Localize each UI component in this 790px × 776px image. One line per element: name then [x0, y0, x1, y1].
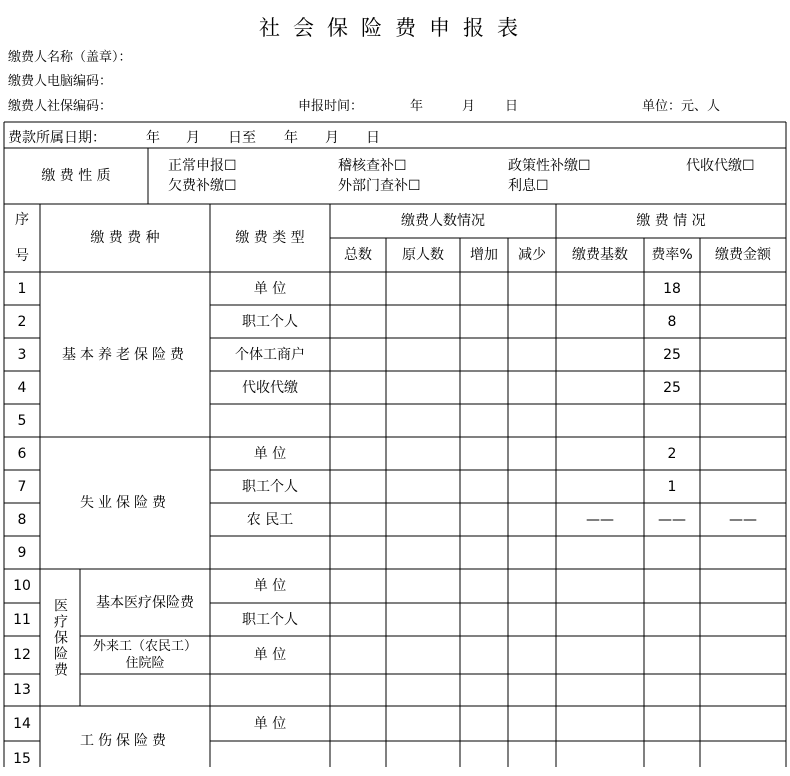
category-unemployment: 失业保险费: [80, 495, 170, 511]
row-rate: 8: [667, 313, 677, 330]
row-rate: [644, 741, 700, 776]
row-pay-type: [210, 536, 330, 569]
period-day-2: 日: [366, 130, 380, 146]
original-header: 原人数: [402, 247, 444, 263]
seq-header-top: 序: [15, 212, 29, 228]
row-number: 6: [17, 445, 27, 462]
period-year-1: 年: [146, 130, 160, 146]
row8-amount-dash: ——: [729, 511, 757, 528]
nature-label: 缴 费 性 质: [41, 168, 111, 184]
nature-option-arrears[interactable]: 欠费补缴☐: [168, 178, 237, 194]
row-number: 11: [13, 611, 31, 628]
category-injury: 工伤保险费: [80, 733, 170, 749]
row-number: 10: [13, 578, 31, 594]
period-month-1: 月: [186, 130, 200, 146]
row-rate: [644, 569, 700, 603]
rate-header: 费率%: [651, 247, 693, 263]
nature-option-normal[interactable]: 正常申报☐: [168, 158, 237, 174]
row-rate: [644, 636, 700, 674]
row-number: 8: [17, 511, 27, 528]
row-number: 5: [17, 412, 27, 429]
row-rate: 25: [663, 346, 681, 363]
category-migrant: [80, 636, 210, 674]
row-pay-type: 单 位: [253, 445, 287, 462]
row-rate: 18: [663, 280, 681, 297]
report-time-label: 申报时间：: [298, 99, 364, 114]
nature-option-interest[interactable]: 利息☐: [508, 178, 549, 194]
pay-type-header: 缴 费 类 型: [235, 230, 305, 246]
payer-pc-code-label: 缴费人电脑编码：: [8, 74, 113, 89]
amount-header: 缴费金额: [715, 247, 771, 263]
row-pay-type: 单 位: [253, 715, 287, 732]
report-day-label: 日: [505, 99, 519, 114]
row-rate: [644, 674, 700, 706]
decrease-header: 减少: [518, 247, 546, 263]
category-medical: [40, 569, 80, 706]
row-pay-type: [210, 741, 330, 776]
row-number: 2: [17, 313, 27, 330]
row8-base-dash: ——: [586, 511, 614, 528]
row-rate: [644, 536, 700, 569]
form-title: 社会保险费申报表: [259, 16, 531, 40]
people-group-header: 缴费人数情况: [401, 213, 485, 229]
base-header: 缴费基数: [572, 247, 628, 263]
row-pay-type: [210, 674, 330, 706]
period-month-2: 月: [325, 130, 339, 146]
fee-type-header: 缴 费 费 种: [90, 230, 160, 246]
row-rate: 1: [667, 478, 677, 495]
unit-label: 单位：元、人: [642, 99, 721, 114]
pay-group-header: 缴 费 情 况: [636, 213, 706, 229]
row-number: 15: [13, 750, 31, 767]
row-number: 4: [17, 379, 27, 396]
row-rate: [644, 404, 700, 437]
category-migrant-line1: 外来工（农民工）: [92, 639, 197, 654]
row-number: 12: [13, 647, 31, 663]
report-month-label: 月: [462, 99, 476, 114]
payer-ss-code-label: 缴费人社保编码：: [8, 99, 113, 114]
row-number: 1: [17, 280, 27, 297]
row-pay-type: 单 位: [253, 280, 287, 297]
row-number: 13: [13, 682, 31, 698]
row-rate: [644, 603, 700, 636]
row-number: 14: [13, 715, 31, 732]
row-rate: 2: [667, 445, 677, 462]
seq-header-bottom: 号: [15, 248, 29, 264]
row-pay-type: 单 位: [253, 647, 287, 663]
row-pay-type: 代收代缴: [242, 379, 298, 396]
row-pay-type: 职工个人: [242, 313, 298, 330]
category-pension: 基本养老保险费: [62, 346, 188, 363]
row-number: 3: [17, 346, 27, 363]
category-medical-text: 医疗保险费: [52, 597, 68, 678]
row-pay-type: 职工个人: [242, 611, 298, 628]
row-pay-type: 个体工商户: [235, 346, 305, 363]
row-pay-type: 职工个人: [242, 478, 298, 495]
nature-option-policy[interactable]: 政策性补缴☐: [508, 158, 591, 174]
row-number: 9: [17, 544, 27, 561]
period-label: 费款所属日期：: [8, 130, 106, 146]
nature-option-external[interactable]: 外部门查补☐: [338, 178, 421, 194]
period-year-2: 年: [284, 130, 298, 146]
report-year-label: 年: [410, 99, 424, 114]
row-rate: 25: [663, 379, 681, 396]
row-rate: [644, 706, 700, 741]
row-number: 7: [17, 478, 27, 495]
category-basic-medical: 基本医疗保险费: [96, 594, 194, 611]
row-pay-type: 单 位: [253, 578, 287, 594]
category-migrant-line2: 住院险: [125, 656, 165, 671]
increase-header: 增加: [470, 247, 498, 263]
nature-option-collect[interactable]: 代收代缴☐: [686, 158, 755, 174]
period-to: 日至: [228, 130, 256, 146]
row-pay-type: 农 民工: [246, 511, 294, 528]
payer-name-label: 缴费人名称（盖章）：: [8, 50, 132, 65]
row-rate: ——: [658, 511, 686, 528]
nature-option-audit[interactable]: 稽核查补☐: [338, 158, 407, 174]
total-header: 总数: [344, 247, 372, 263]
row-pay-type: [210, 404, 330, 437]
